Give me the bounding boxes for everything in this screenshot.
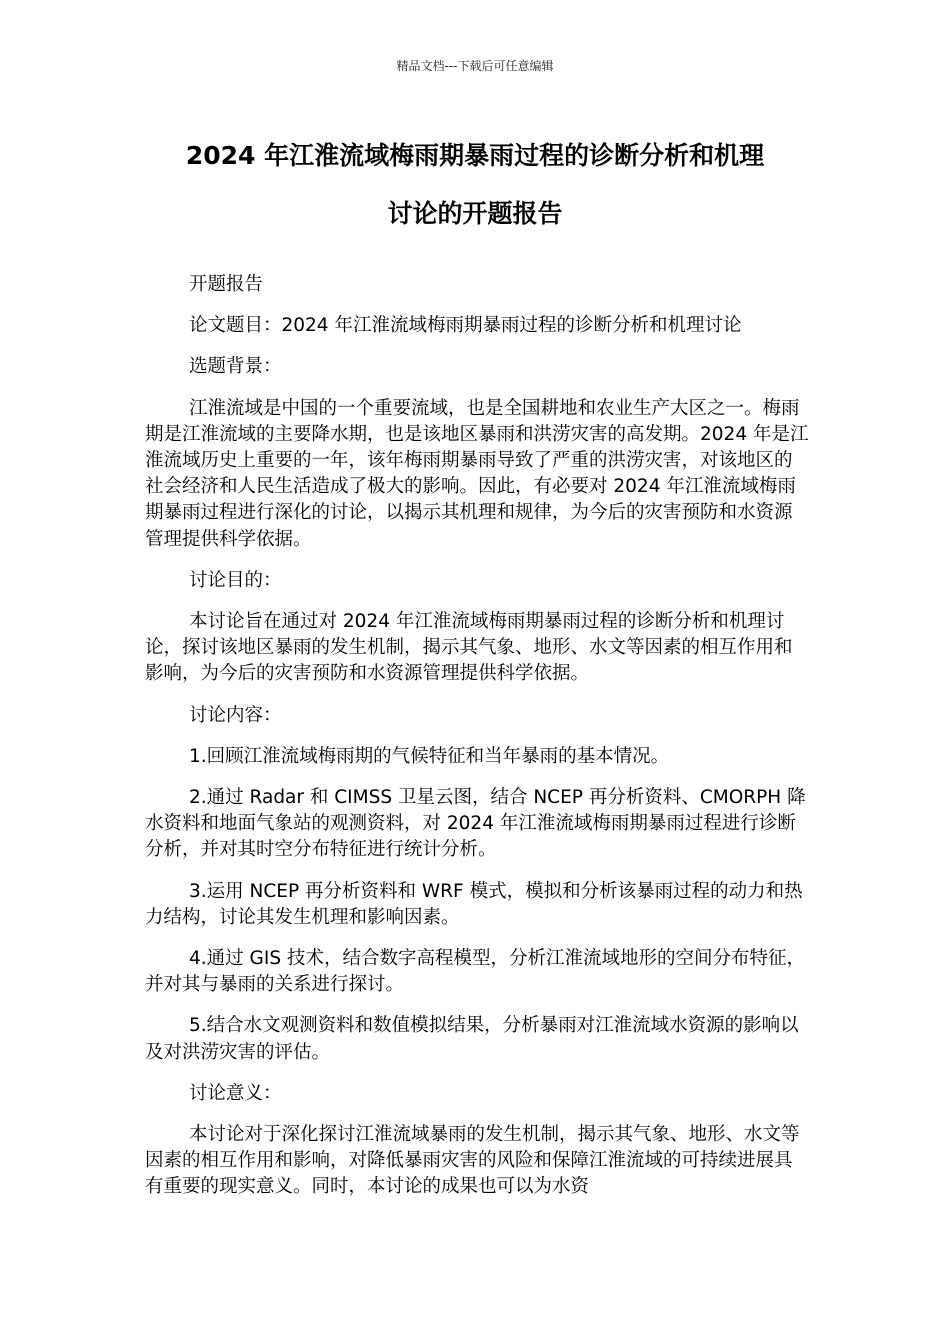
content-heading: 讨论内容：: [189, 704, 282, 726]
significance-paragraph: 本讨论对于深化探讨江淮流域暴雨的发生机制，揭示其气象、地形、水文等因素的相互作用和影响，对降低暴雨灾害的风险和保障江淮流域的可持续进展具有重要的现实意义。同时，本讨论的成果也可以为水资: [145, 1124, 800, 1198]
background-heading: 选题背景：: [189, 356, 282, 378]
content-item: 2.通过 Radar 和 CIMSS 卫星云图，结合 NCEP 再分析资料、CMORPH 降水资料和地面气象站的观测资料，对 2024 年江淮流域梅雨期暴雨过程进行诊断分析，并对其时空分布特征进行统计分析。: [145, 787, 806, 861]
purpose-heading: 讨论目的：: [189, 569, 282, 591]
thesis-title: 论文题目：2024 年江淮流域梅雨期暴雨过程的诊断分析和机理讨论: [189, 315, 742, 337]
header-note: 精品文档---下载后可任意编辑: [396, 59, 554, 73]
content-item: 5.结合水文观测资料和数值模拟结果，分析暴雨对江淮流域水资源的影响以及对洪涝灾害的评估。: [145, 1015, 799, 1063]
content-item: 1.回顾江淮流域梅雨期的气候特征和当年暴雨的基本情况。: [189, 745, 670, 767]
content-item: 4.通过 GIS 技术，结合数字高程模型，分析江淮流域地形的空间分布特征，并对其与暴雨的关系进行探讨。: [145, 948, 805, 996]
purpose-paragraph: 本讨论旨在通过对 2024 年江淮流域梅雨期暴雨过程的诊断分析和机理讨论，探讨该地区暴雨的发生机制，揭示其气象、地形、水文等因素的相互作用和影响，为今后的灾害预防和水资源管理提供科学依据。: [145, 611, 793, 685]
content-item: 3.运用 NCEP 再分析资料和 WRF 模式，模拟和分析该暴雨过程的动力和热力结构，讨论其发生机理和影响因素。: [145, 880, 803, 928]
document-title-line-1: 2024 年江淮流域梅雨期暴雨过程的诊断分析和机理: [185, 141, 765, 170]
document-body: [145, 272, 810, 1201]
report-label: 开题报告: [189, 274, 264, 295]
background-paragraph: 江淮流域是中国的一个重要流域，也是全国耕地和农业生产大区之一。梅雨期是江淮流域的主要降水期，也是该地区暴雨和洪涝灾害的高发期。2024 年是江淮流域历史上重要的一年，该年梅雨期暴雨导致了严重的洪涝灾害，对该地区的社会经济和人民生活造成了极大的影响。因此，有必要对 2024 年江淮流域梅雨期暴雨过程进行深化的讨论，以揭示其机理和规律，为今后的灾害预防和水资源管理提供科学依据。: [145, 397, 809, 550]
significance-heading: 讨论意义：: [189, 1082, 282, 1104]
document-title-line-2: 讨论的开题报告: [387, 199, 563, 228]
